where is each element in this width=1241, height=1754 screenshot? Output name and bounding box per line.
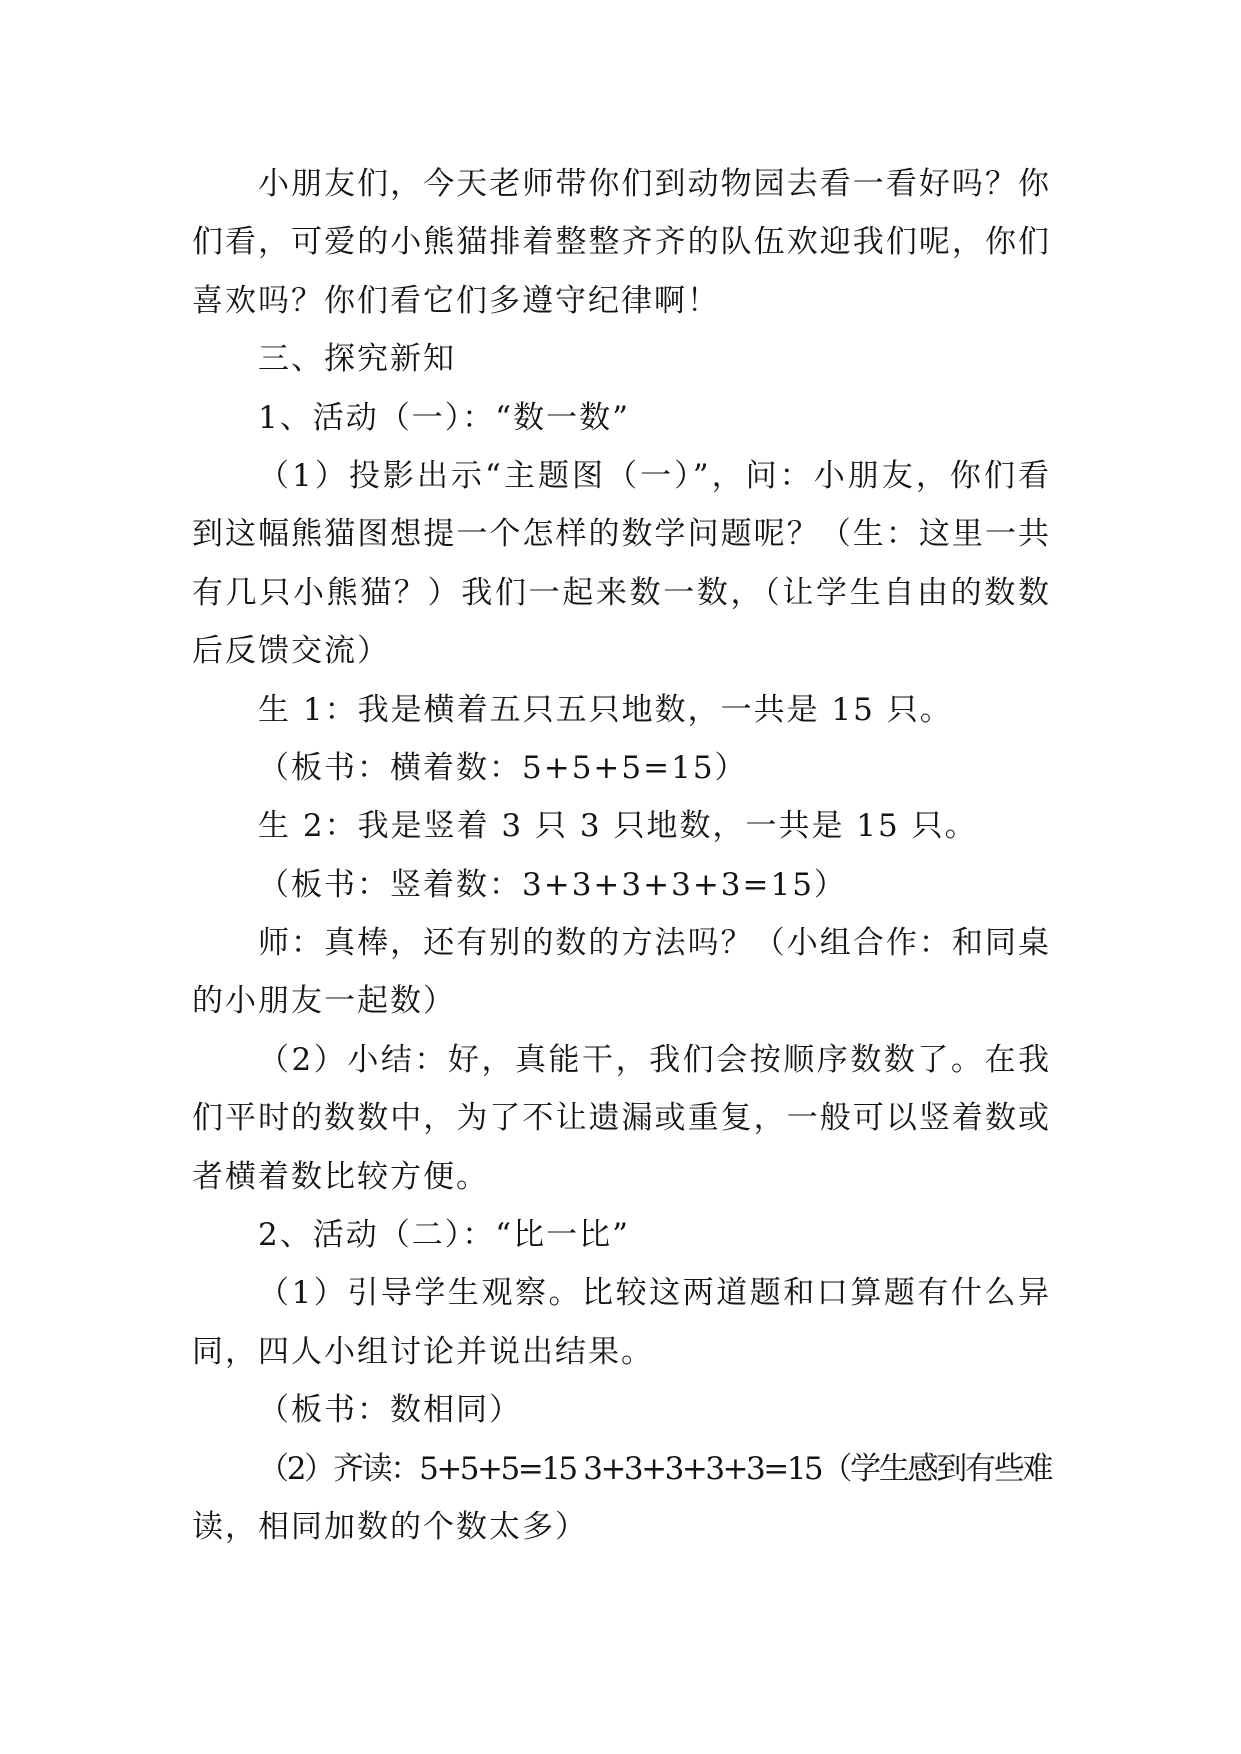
- paragraph: [192, 797, 1051, 855]
- heading-text: 2、活动（二）：“比一比”: [258, 1217, 630, 1254]
- text-line: 到这幅熊猫图想提一个怎样的数学问题呢？（生：这里一共: [192, 516, 1051, 553]
- section-heading: [192, 330, 1051, 388]
- paragraph: [192, 681, 1051, 739]
- text-line: 读，相同加数的个数太多）: [192, 1508, 588, 1545]
- text-line: 同，四人小组讨论并说出结果。: [192, 1333, 654, 1370]
- text-line: 者横着数比较方便。: [192, 1158, 489, 1195]
- heading-text: 1、活动（一）：“数一数”: [258, 399, 630, 436]
- paragraph: [192, 1264, 1051, 1381]
- text-line: 有几只小熊猫？）我们一起来数一数，（让学生自由的数数: [192, 574, 1051, 611]
- text-line: （板书：竖着数：3+3+3+3+3=15）: [258, 866, 847, 903]
- text-line: （1）引导学生观察。比较这两道题和口算题有什么异: [258, 1275, 1051, 1312]
- text-line: 后反馈交流）: [192, 633, 390, 670]
- paragraph: [192, 1031, 1051, 1206]
- board-note: [192, 856, 1051, 914]
- text-line: 的小朋友一起数）: [192, 983, 456, 1020]
- text-line: 喜欢吗？你们看它们多遵守纪律啊！: [192, 282, 720, 319]
- board-note: [192, 1381, 1051, 1439]
- text-line: 们平时的数数中，为了不让遗漏或重复，一般可以竖着数或: [192, 1100, 1051, 1137]
- paragraph: [192, 1440, 1051, 1557]
- text-line: 们看，可爱的小熊猫排着整整齐齐的队伍欢迎我们呢，你们: [192, 224, 1051, 261]
- text-line: （2）小结：好，真能干，我们会按顺序数数了。在我: [258, 1041, 1051, 1078]
- text-line: （1）投影出示“主题图（一）”，问：小朋友，你们看: [258, 457, 1051, 494]
- activity-heading: [192, 389, 1051, 447]
- heading-text: 三、探究新知: [258, 341, 456, 378]
- text-line: 小朋友们，今天老师带你们到动物园去看一看好吗？你: [258, 166, 1051, 202]
- board-note: [192, 739, 1051, 797]
- activity-heading: [192, 1206, 1051, 1264]
- document-page: [192, 155, 1051, 1556]
- text-line: 生 1：我是横着五只五只地数，一共是 15 只。: [258, 691, 953, 728]
- text-line: 生 2：我是竖着 3 只 3 只地数，一共是 15 只。: [258, 808, 978, 845]
- paragraph: [192, 914, 1051, 1031]
- text-line: （板书：横着数：5+5+5=15）: [258, 749, 748, 786]
- text-line: （2）齐读：5+5+5=15 3+3+3+3+3=15（学生感到有些难: [258, 1450, 1051, 1487]
- text-line: （板书：数相同）: [258, 1392, 522, 1429]
- paragraph-intro: [192, 155, 1051, 330]
- text-line: 师：真棒，还有别的数的方法吗？（小组合作：和同桌: [258, 925, 1051, 962]
- paragraph: [192, 447, 1051, 681]
